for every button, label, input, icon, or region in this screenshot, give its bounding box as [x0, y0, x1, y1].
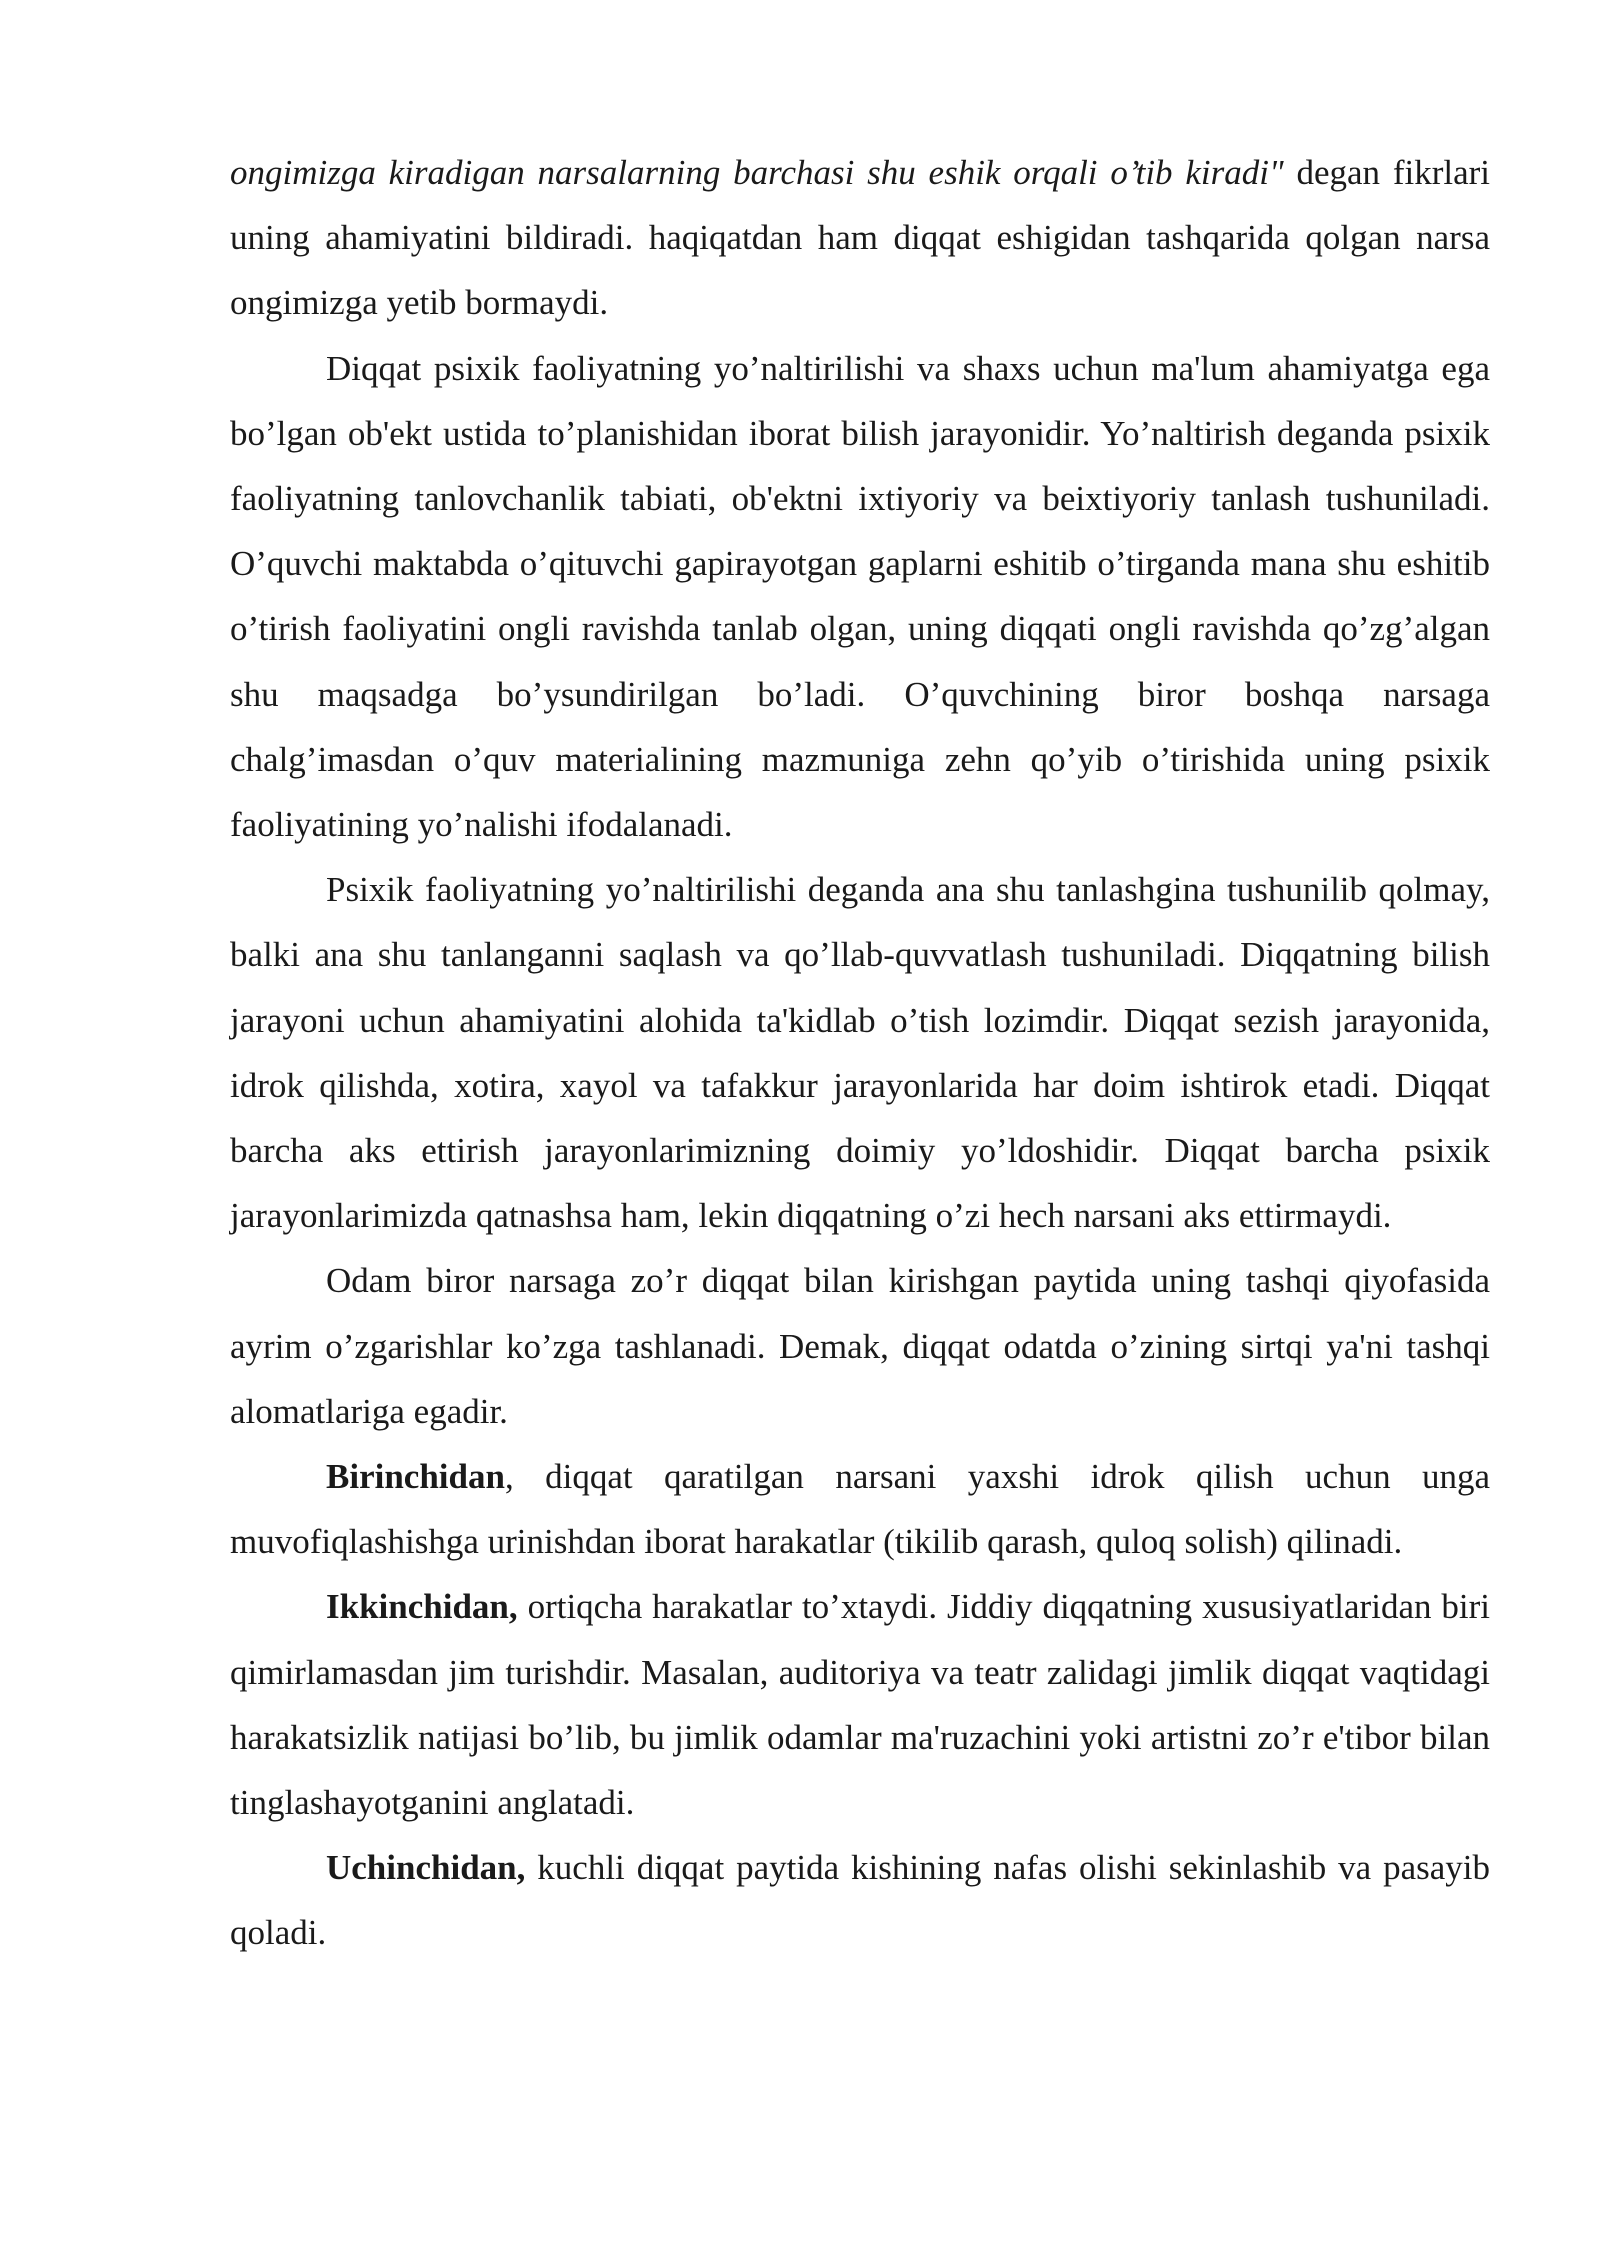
paragraph-3: Psixik faoliyatning yo’naltirilishi deganda ana shu tanlashgina tushunilib qolmay, balki ana shu tanlanganni saqlash va qo’llab-quvvatlash tushuniladi. Diqqatning bilish jarayoni uchun ahamiyatini alohida ta'kidlab o’tish lozimdir. Diqqat sezish jarayonida, idrok qilishda, xotira, xayol va tafakkur jarayonlarida har doim ishtirok etadi. Diqqat barcha aks ettirish jarayonlarimizning doimiy yo’ldoshidir. Diqqat barcha psixik jarayonlarimizda qatnashsa ham, lekin diqqatning o’zi hech narsani aks ettirmaydi.	[230, 870, 1490, 1236]
paragraph-5-text: , diqqat qaratilgan narsani yaxshi idrok qilish uchun unga muvofiqlashishga urinishdan iborat harakatlar (tikilib qarash, quloq solish) qilinadi.	[230, 1457, 1490, 1562]
paragraph-6-lead: Ikkinchidan,	[326, 1587, 518, 1627]
paragraph-7-text: kuchli diqqat paytida kishining nafas olishi sekinlashib va pasayib qoladi.	[230, 1848, 1490, 1953]
paragraph-7	[230, 1835, 1490, 1965]
paragraph-5	[230, 1444, 1490, 1574]
paragraph-4: Odam biror narsaga zo’r diqqat bilan kirishgan paytida uning tashqi qiyofasida ayrim o’zgarishlar ko’zga tashlanadi. Demak, diqqat odatda o’zining sirtqi ya'ni tashqi alomatlariga egadir.	[230, 1261, 1490, 1431]
italic-quote: ongimizga kiradigan narsalarning barchasi shu eshik orqali o’tib kiradi"	[230, 153, 1284, 192]
document-page	[230, 140, 1490, 1966]
paragraph-1	[230, 140, 1490, 336]
paragraph-1-text: degan fikrlari uning ahamiyatini bildiradi. haqiqatdan ham diqqat eshigidan tashqarida qolgan narsa ongimizga yetib bormaydi.	[230, 153, 1490, 323]
paragraph-5-lead: Birinchidan	[326, 1457, 505, 1497]
paragraph-6	[230, 1574, 1490, 1835]
paragraph-2: Diqqat psixik faoliyatning yo’naltirilishi va shaxs uchun ma'lum ahamiyatga ega bo’lgan ob'ekt ustida to’planishidan iborat bilish jarayonidir. Yo’naltirish deganda psixik faoliyatning tanlovchanlik tabiati, ob'ektni ixtiyoriy va beixtiyoriy tanlash tushuniladi. O’quvchi maktabda o’qituvchi gapirayotgan gaplarni eshitib o’tirganda mana shu eshitib o’tirish faoliyatini ongli ravishda tanlab olgan, uning diqqati ongli ravishda qo’zg’algan shu maqsadga bo’ysundirilgan bo’ladi. O’quvchining biror boshqa narsaga chalg’imasdan o’quv materialining mazmuniga zehn qo’yib o’tirishida uning psixik faoliyatining yo’nalishi ifodalanadi.	[230, 348, 1490, 845]
paragraph-7-lead: Uchinchidan,	[326, 1848, 526, 1888]
paragraph-6-text: ortiqcha harakatlar to’xtaydi. Jiddiy diqqatning xususiyatlaridan biri qimirlamasdan jim turishdir. Masalan, auditoriya va teatr zalidagi jimlik diqqat vaqtidagi harakatsizlik natijasi bo’lib, bu jimlik odamlar ma'ruzachini yoki artistni zo’r e'tibor bilan tinglashayotganini anglatadi.	[230, 1587, 1490, 1823]
